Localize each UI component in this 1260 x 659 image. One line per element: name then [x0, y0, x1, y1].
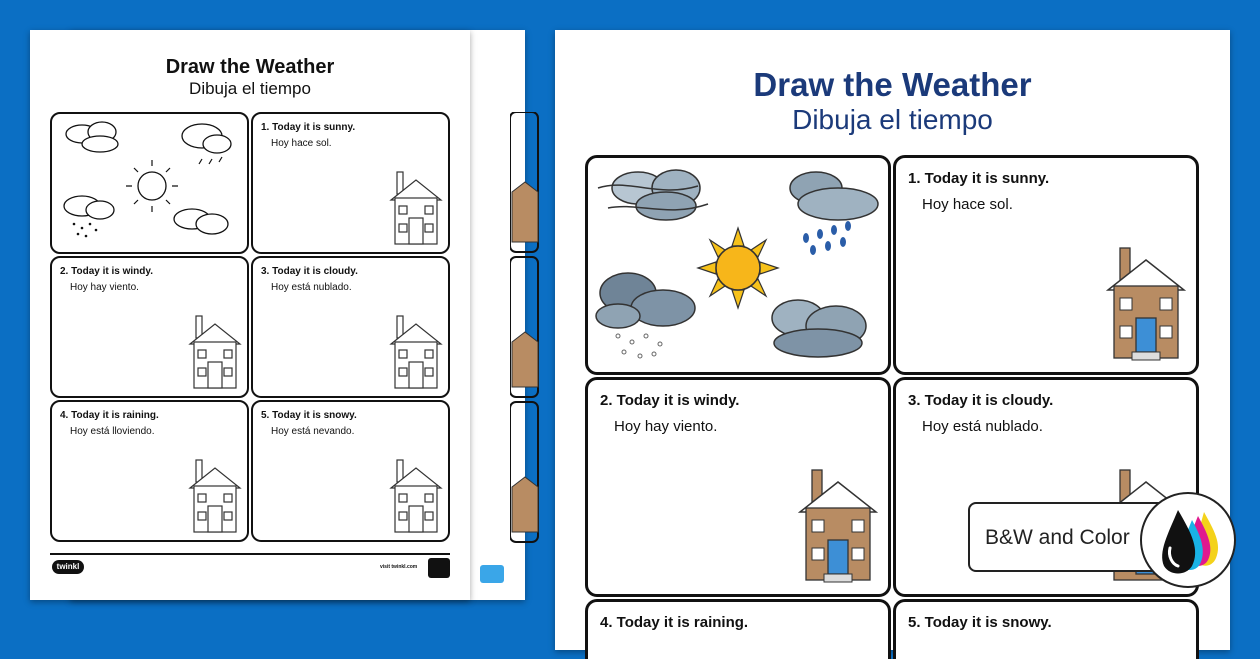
weather-icons-color — [588, 158, 888, 372]
item-answer: Hoy está nublado. — [922, 418, 1043, 435]
worksheet-title: Draw the Weather — [165, 56, 335, 78]
worksheet-item-5 — [251, 400, 450, 542]
house-icon — [389, 314, 443, 390]
bw-worksheet-page — [30, 30, 470, 600]
worksheet-item-4 — [585, 599, 891, 659]
item-answer: Hoy está nevando. — [271, 426, 355, 437]
item-question: 3. Today it is cloudy. — [261, 266, 358, 277]
house-icon — [510, 112, 540, 572]
ink-drops-icon — [1142, 494, 1234, 586]
weather-icons-bw — [52, 114, 248, 252]
twinkl-logo: twinkl — [52, 560, 84, 574]
back-sheet-edge-houses — [510, 112, 540, 572]
worksheet-item-1 — [893, 155, 1199, 375]
worksheet-item-2 — [585, 377, 891, 597]
worksheet-title: Draw the Weather — [753, 66, 1032, 103]
worksheet-subtitle: Dibuja el tiempo — [792, 104, 993, 135]
item-question: 4. Today it is raining. — [600, 614, 749, 631]
item-question: 2. Today it is windy. — [60, 266, 153, 277]
bw-twinkl-badge — [428, 558, 450, 578]
item-question: 2. Today it is windy. — [600, 392, 740, 409]
item-question: 1. Today it is sunny. — [261, 122, 356, 133]
item-question: 5. Today it is snowy. — [261, 410, 357, 421]
windy-cloud-icon — [598, 170, 708, 220]
rain-cloud-icon — [790, 172, 878, 255]
worksheet-item-5 — [893, 599, 1199, 659]
footer-url: visit twinkl.com — [380, 564, 418, 570]
worksheet-item-3 — [251, 256, 450, 398]
footer-divider — [50, 553, 450, 555]
house-icon — [188, 314, 242, 390]
house-icon — [188, 458, 242, 534]
weather-pictures-cell — [50, 112, 249, 254]
house-icon — [389, 458, 443, 534]
worksheet-grid — [50, 112, 450, 542]
snow-cloud-icon — [596, 273, 695, 358]
worksheet-subtitle: Dibuja el tiempo — [189, 79, 311, 98]
worksheet-item-4 — [50, 400, 249, 542]
house-icon — [389, 170, 443, 246]
weather-pictures-cell — [585, 155, 891, 375]
format-badge-label: B&W and Color — [985, 526, 1130, 549]
item-question: 1. Today it is sunny. — [908, 170, 1050, 187]
item-question: 4. Today it is raining. — [60, 410, 159, 421]
ink-drops-icon — [1140, 492, 1236, 588]
worksheet-grid — [585, 155, 1199, 655]
item-answer: Hoy está nublado. — [271, 282, 352, 293]
item-question: 3. Today it is cloudy. — [908, 392, 1054, 409]
item-answer: Hoy hace sol. — [922, 196, 1013, 213]
worksheet-item-2 — [50, 256, 249, 398]
house-icon — [1106, 246, 1186, 362]
sun-icon — [698, 228, 778, 308]
color-twinkl-badge — [480, 565, 504, 583]
item-answer: Hoy hace sol. — [271, 138, 332, 149]
cloud-icon — [772, 300, 866, 357]
item-question: 5. Today it is snowy. — [908, 614, 1052, 631]
house-icon — [798, 468, 878, 584]
item-answer: Hoy hay viento. — [614, 418, 718, 435]
item-answer: Hoy está lloviendo. — [70, 426, 155, 437]
worksheet-item-1 — [251, 112, 450, 254]
item-answer: Hoy hay viento. — [70, 282, 139, 293]
